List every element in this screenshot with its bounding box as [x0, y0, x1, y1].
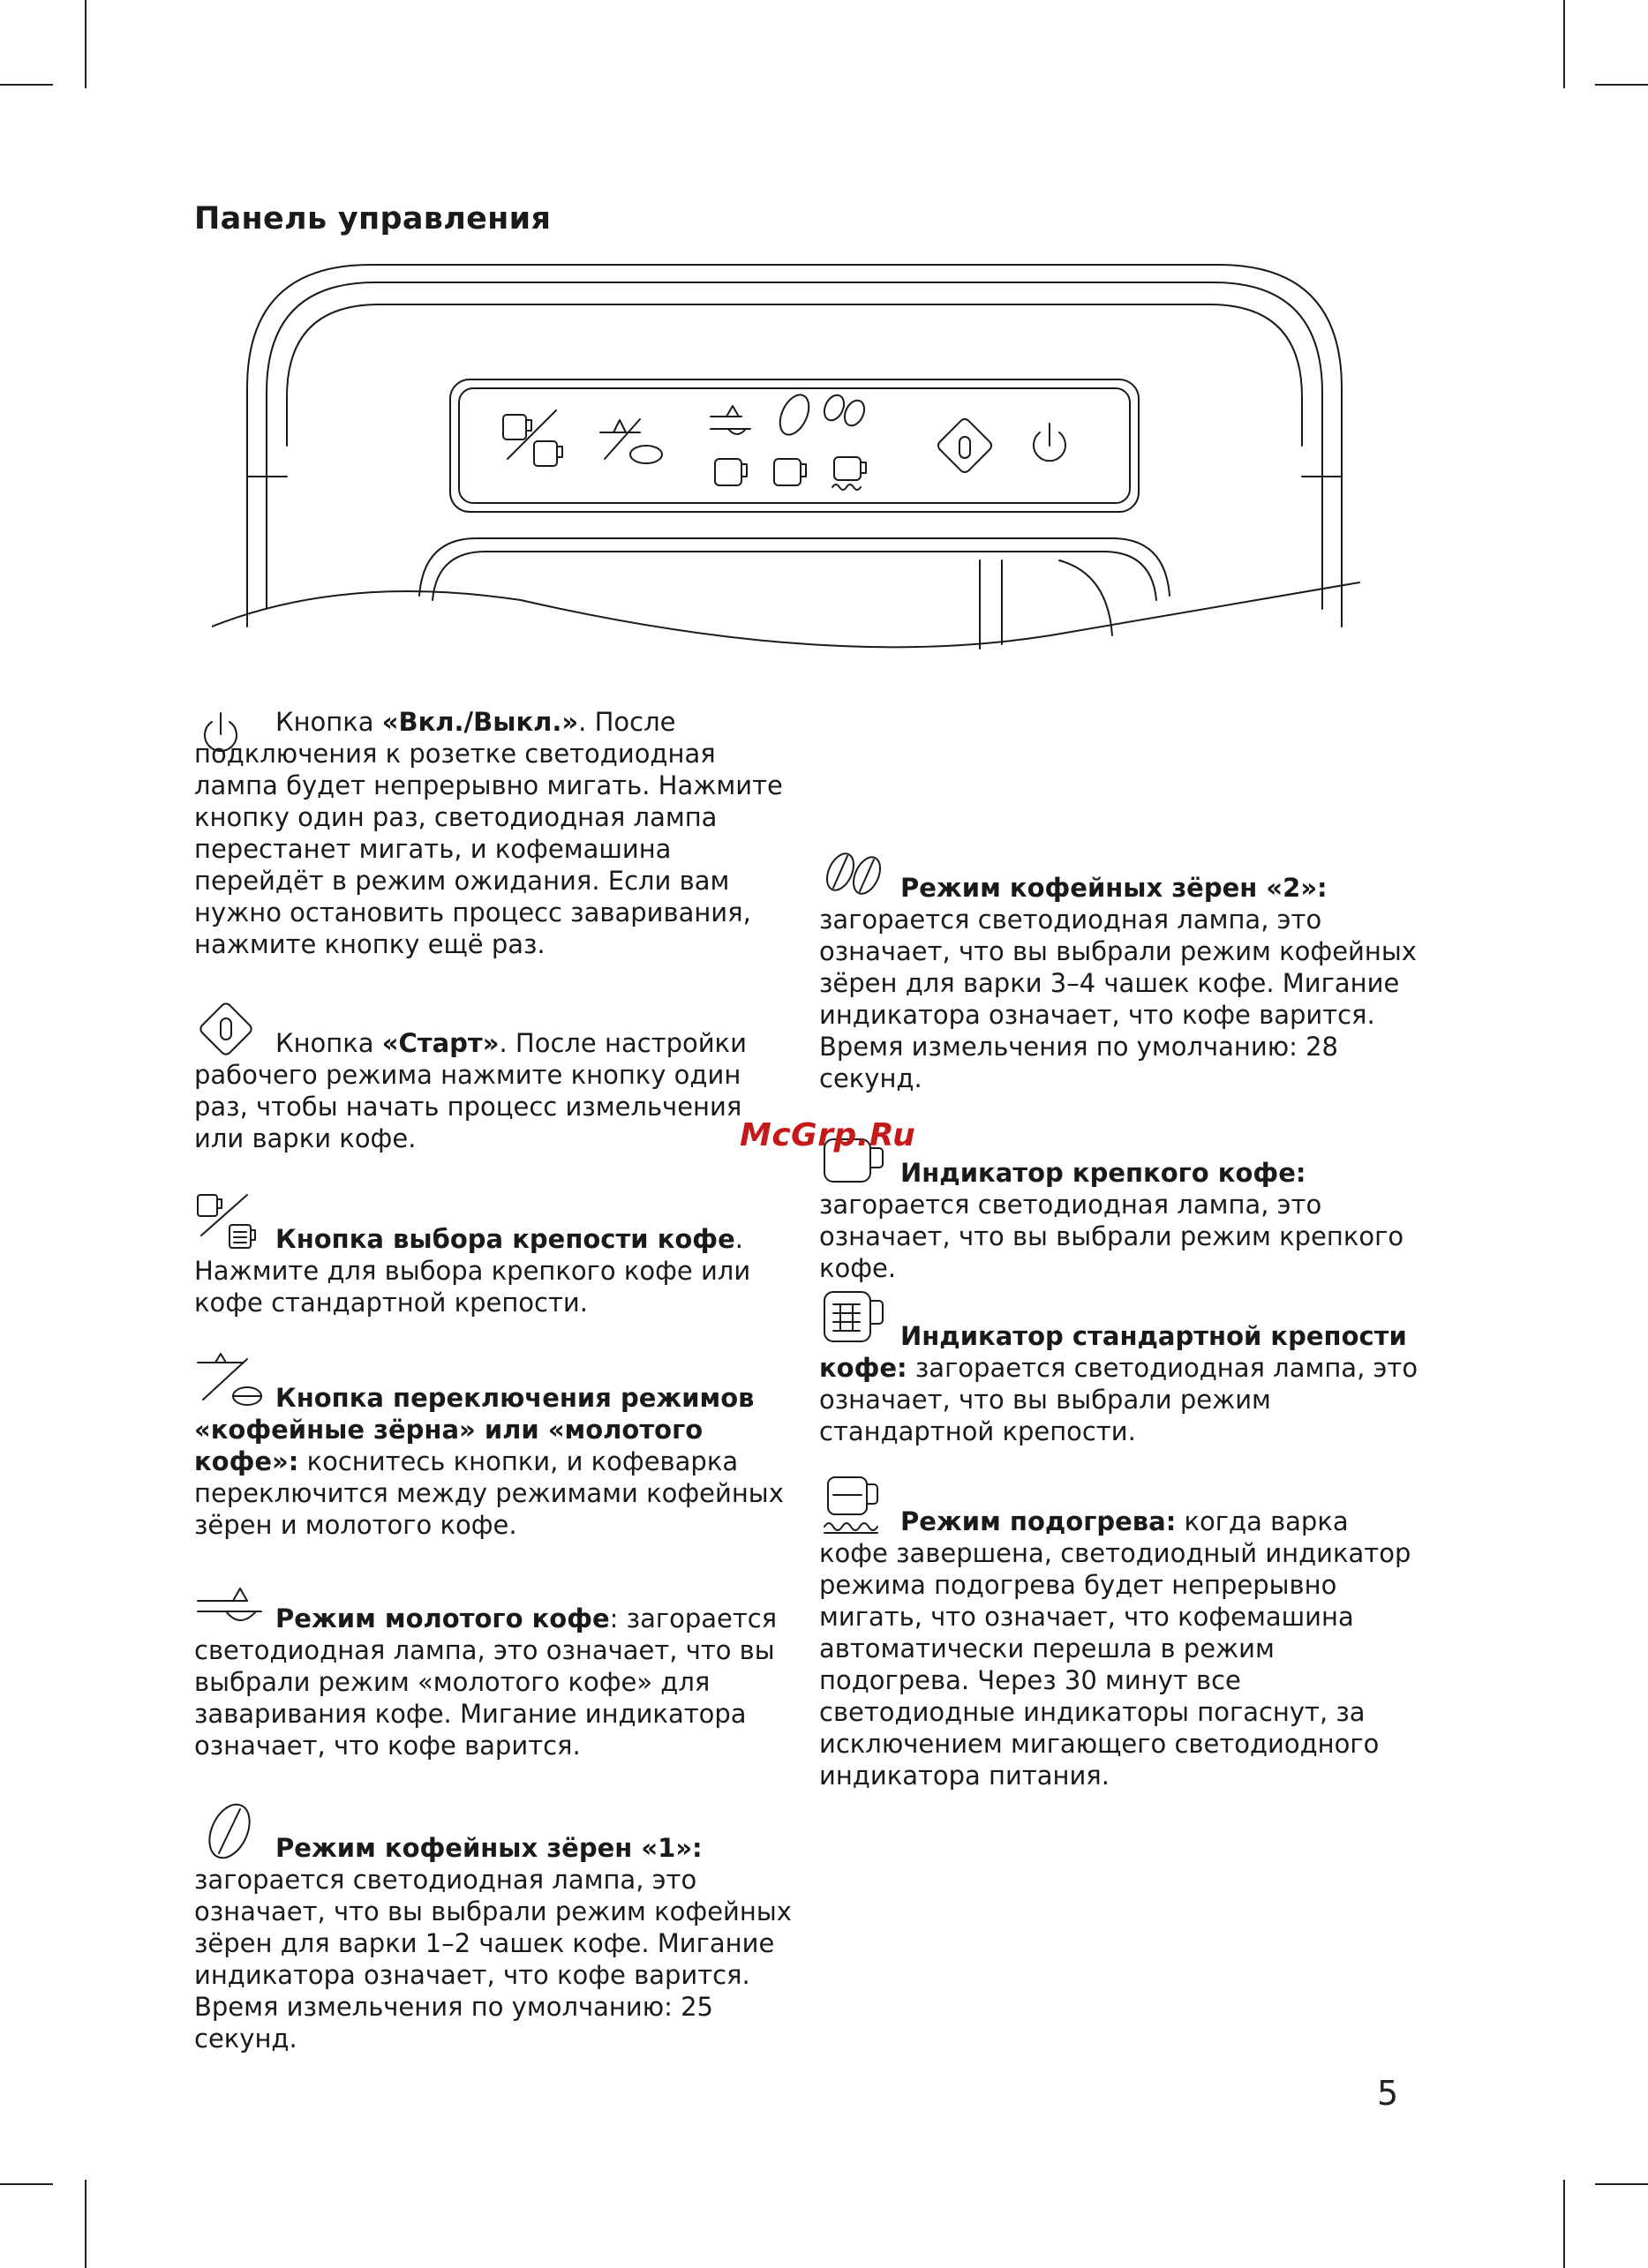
entry-bean-mode-1 — [194, 1800, 794, 2054]
entry-text: Индикатор стандартной крепости кофе: загорается светодиодная лампа, это означает, что вы выбрали режим стандартной крепости. — [819, 1321, 1418, 1446]
entry-standard-indicator — [819, 1288, 1419, 1447]
control-panel-illustration — [212, 256, 1377, 697]
entry-start-button — [194, 997, 794, 1154]
entry-mode-switch-button — [194, 1350, 794, 1541]
warming-cup-icon — [819, 1474, 890, 1536]
crop-mark — [85, 0, 87, 88]
power-icon — [194, 706, 247, 759]
ground-coffee-icon — [194, 1580, 265, 1633]
entry-power-button — [194, 706, 794, 960]
entry-text: Режим кофейных зёрен «2»: загорается светодиодная лампа, это означает, что вы выбрали режим кофейных зёрен для варки 3–4 чашек кофе. Мигание индикатора означает, что кофе варится. Время измельчения по умолчанию: 28 секунд. — [819, 873, 1417, 1093]
entry-text: Кнопка «Старт». После настройки рабочего режима нажмите кнопку один раз, чтобы начать процесс измельчения или варки кофе. — [194, 1028, 747, 1153]
entry-strong-indicator — [819, 1134, 1419, 1284]
crop-mark — [1563, 2180, 1565, 2268]
crop-mark — [85, 2180, 87, 2268]
page-number: 5 — [1377, 2074, 1399, 2113]
entry-ground-coffee-mode — [194, 1580, 794, 1761]
crop-mark — [1563, 0, 1565, 88]
entry-text: Индикатор крепкого кофе: загорается светодиодная лампа, это означает, что вы выбрали режим крепкого кофе. — [819, 1158, 1404, 1283]
bean-two-icon — [819, 847, 890, 900]
entry-text: Кнопка «Вкл./Выкл.». После подключения к розетке светодиодная лампа будет непрерывно мигать. Нажмите кнопку один раз, светодиодная лампа перестанет мигать, и кофемашина перейдёт в режим ожидания. Если вам нужно остановить процесс заваривания, нажмите кнопку ещё раз. — [194, 707, 783, 959]
entry-text: Кнопка выбора крепости кофе. Нажмите для выбора крепкого кофе или кофе стандартной крепости. — [194, 1224, 751, 1318]
entry-warming-mode — [819, 1474, 1419, 1791]
entry-strength-button — [194, 1191, 794, 1318]
crop-mark — [0, 2183, 53, 2185]
bean-one-icon — [194, 1800, 265, 1862]
mode-switch-icon — [194, 1350, 265, 1412]
entry-text: Режим подогрева: когда варка кофе завершена, светодиодный индикатор режима подогрева будет непрерывно мигать, что означает, что кофемашина автоматически перешла в режим подогрева. Через 30 минут все светодиодные индикаторы погаснут, за исключением мигающего светодиодного индикатора питания. — [819, 1506, 1411, 1791]
entry-text: Режим кофейных зёрен «1»: загорается светодиодная лампа, это означает, что вы выбрали режим кофейных зёрен для варки 1–2 чашек кофе. Мигание индикатора означает, что кофе варится. Время измельчения по умолчанию: 25 секунд. — [194, 1833, 792, 2054]
watermark: McGrp.Ru — [740, 1117, 916, 1153]
entry-text: Режим молотого кофе: загорается светодиодная лампа, это означает, что вы выбрали режим «молотого кофе» для заваривания кофе. Мигание индикатора означает, что кофе варится. — [194, 1603, 778, 1761]
crop-mark — [1595, 84, 1648, 86]
strength-select-icon — [194, 1191, 265, 1253]
crop-mark — [0, 84, 53, 86]
entry-text: Кнопка переключения режимов «кофейные зёрна» или «молотого кофе»: коснитесь кнопки, и кофеварка переключится между режимами кофейных зёрен и молотого кофе. — [194, 1383, 784, 1540]
crop-mark — [1595, 2183, 1648, 2185]
start-diamond-icon — [194, 997, 258, 1061]
page-title: Панель управления — [194, 201, 552, 237]
entry-bean-mode-2 — [819, 847, 1419, 1094]
standard-cup-icon — [819, 1288, 890, 1347]
